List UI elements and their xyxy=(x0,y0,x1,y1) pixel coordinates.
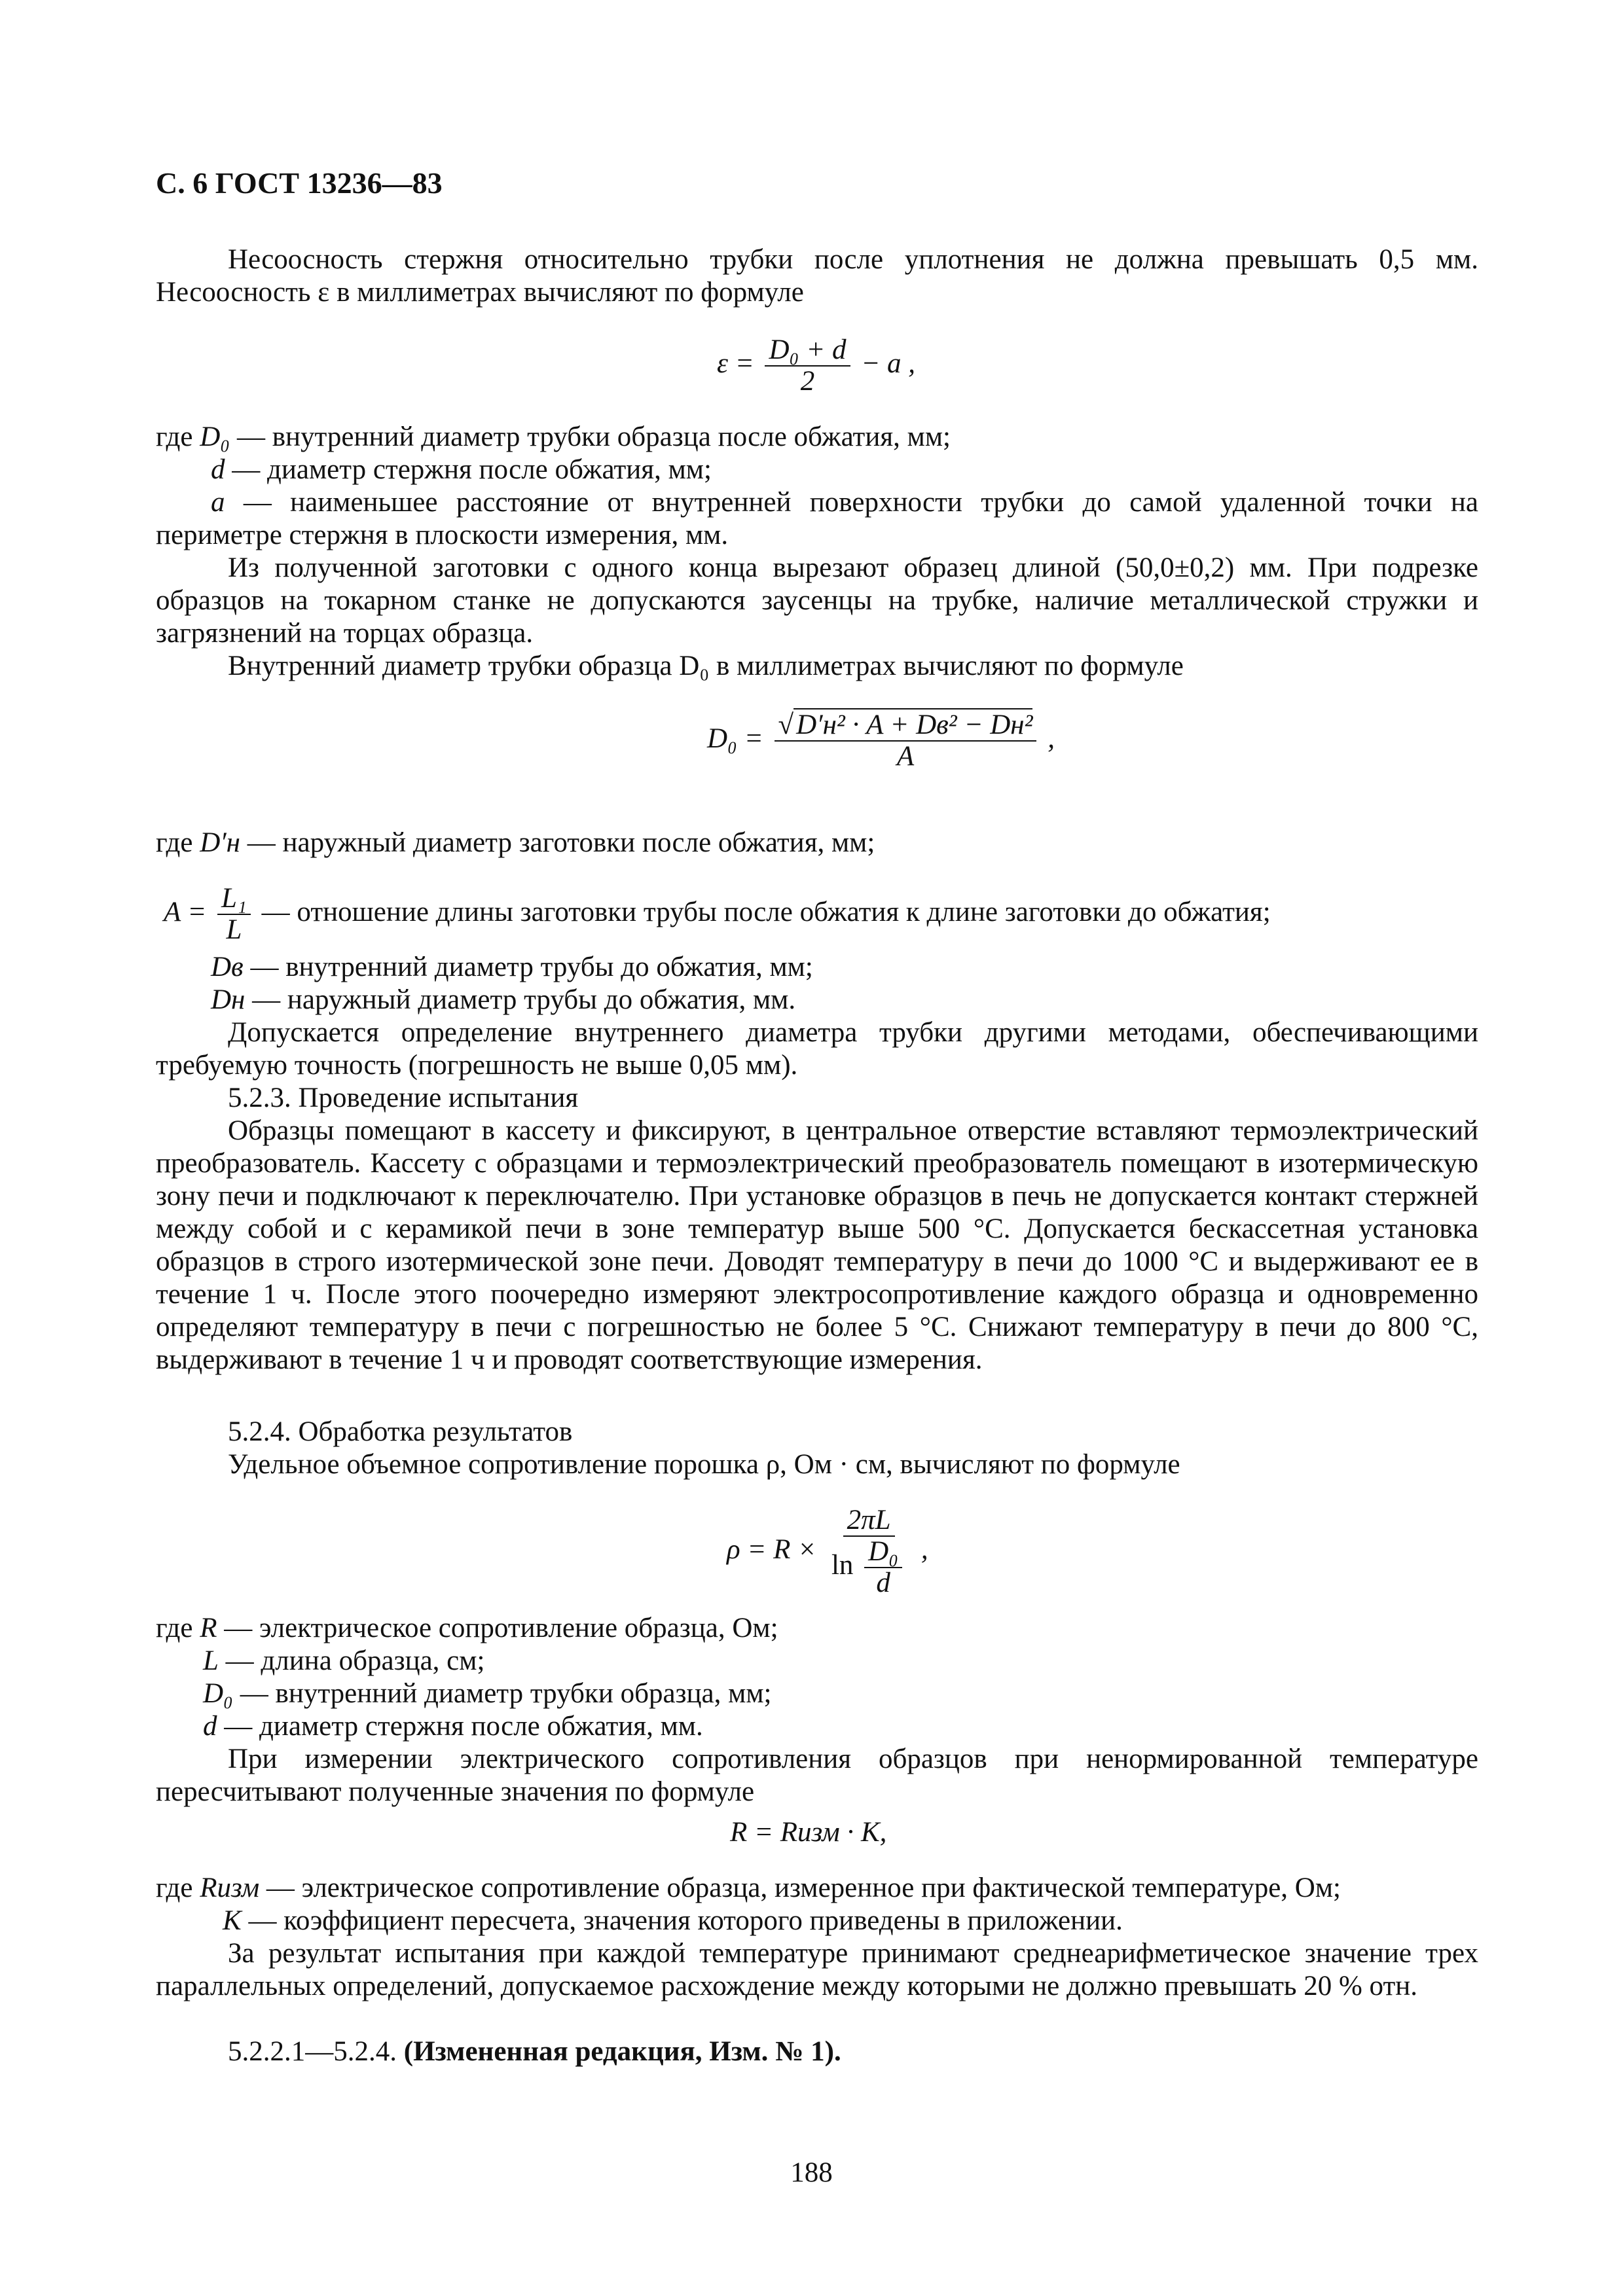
definition: — длина образца, см; xyxy=(225,1645,485,1676)
definition: — наружный диаметр заготовки после обжатия, мм; xyxy=(247,827,875,858)
formula-misalignment xyxy=(717,335,915,397)
definition: — внутренний диаметр трубки образца после обжатия, мм; xyxy=(236,422,951,452)
definition: — наружный диаметр трубы до обжатия, мм. xyxy=(252,984,796,1015)
definition: — диаметр стержня после обжатия, мм; xyxy=(232,454,712,485)
where-item-r xyxy=(156,1612,778,1645)
fraction-denominator: 2 xyxy=(800,366,815,397)
inner-numerator: D₀ xyxy=(864,1537,902,1568)
symbol: A = xyxy=(164,896,207,927)
definition: — электрическое сопротивление образца, Ом; xyxy=(224,1613,778,1643)
section-5-2-4-heading: 5.2.4. Обработка результатов xyxy=(228,1416,573,1447)
where-item-a xyxy=(211,486,1478,519)
formula-lhs: D₀ = xyxy=(707,723,763,754)
formula-lhs: ε = xyxy=(717,348,754,379)
symbol: Rизм xyxy=(200,1873,260,1903)
definition: — внутренний диаметр трубки образца, мм; xyxy=(240,1678,772,1709)
inner-fraction xyxy=(864,1537,902,1598)
symbol: d xyxy=(203,1711,217,1742)
formula-rhs: , xyxy=(921,1534,928,1565)
definition: — наименьшее расстояние от внутренней поверхности трубки до самой удаленной точки на xyxy=(243,487,1478,518)
symbol: Dн xyxy=(211,984,246,1015)
ln-label: ln xyxy=(831,1549,854,1581)
sqrt-radicand: D′н² · A + Dв² − Dн² xyxy=(793,708,1032,740)
where-item-k xyxy=(223,1905,1123,1937)
paragraph-resistivity-intro: Удельное объемное сопротивление порошка ρ, Ом · см, вычисляют по формуле xyxy=(228,1449,1180,1480)
where-label: где xyxy=(156,1613,193,1643)
formula-rhs: , xyxy=(1048,723,1055,754)
where-item-a-ratio xyxy=(164,884,1271,945)
fraction-denominator: A xyxy=(896,741,915,772)
paragraph-inner-diameter: Внутренний диаметр трубки образца D₀ в миллиметрах вычисляют по формуле xyxy=(228,651,1184,681)
symbol: K xyxy=(223,1905,242,1936)
symbol: d xyxy=(211,454,225,485)
symbol: L xyxy=(203,1645,219,1676)
symbol: Dв xyxy=(211,952,244,982)
amendment-range: 5.2.2.1—5.2.4. xyxy=(228,2036,404,2067)
paragraph-test-procedure: Образцы помещают в кассету и фиксируют, в центральное отверстие вставляют термоэлектрический преобразователь. Кассету с образцами и термоэлектрический преобразователь помещают в изотермическую зону печи и подключают к переключателю. При установке образцов в печь не допускается контакт стержней между собой и с керамикой печи в зоне температур выше 500 °С. Допускается бескассетная установка образцов в строго изотермической зоне печи. Доводят температуру в печи до 1000 °С и выдерживают ее в течение 1 ч. После этого поочередно измеряют электросопротивление каждого образца и одновременно определяют температуру в печи с погрешностью не более 5 °С. Снижают температуру в печи до 800 °С, выдерживают в течение 1 ч и проводят соответствующие измерения. xyxy=(156,1115,1478,1375)
where-label: где xyxy=(156,422,193,452)
fraction xyxy=(217,884,251,945)
symbol: D₀ xyxy=(200,422,230,452)
paragraph-other-methods: Допускается определение внутреннего диаметра трубки другими методами, обеспечивающими требуемую точность (погрешность не выше 0,05 мм). xyxy=(156,1017,1478,1081)
page-number: 188 xyxy=(790,2157,833,2188)
fraction-denominator xyxy=(828,1537,910,1598)
paragraph-misalignment-line2: Несоосность ε в миллиметрах вычисляют по формуле xyxy=(156,277,804,308)
where-item-dn xyxy=(211,984,795,1016)
where-item-dn-prime xyxy=(156,827,875,859)
paragraph-test-result: За результат испытания при каждой температуре принимают среднеарифметическое значение трех параллельных определений, допускаемое расхождение между которыми не должно превышать 20 % отн. xyxy=(156,1938,1478,2001)
paragraph-recalculation: При измерении электрического сопротивления образцов при ненормированной температуре пересчитывают полученные значения по формуле xyxy=(156,1744,1478,1807)
definition: — коэффициент пересчета, значения которого приведены в приложении. xyxy=(248,1905,1123,1936)
where-item-r-meas xyxy=(156,1872,1341,1905)
amendment-note xyxy=(228,2036,841,2068)
definition: — отношение длины заготовки трубы после обжатия к длине заготовки до обжатия; xyxy=(261,896,1271,927)
fraction xyxy=(765,335,850,397)
fraction-numerator: L₁ xyxy=(217,884,251,915)
section-5-2-3-heading: 5.2.3. Проведение испытания xyxy=(228,1083,579,1113)
formula-rhs: − a , xyxy=(861,348,916,379)
definition: — внутренний диаметр трубы до обжатия, мм; xyxy=(250,952,813,982)
symbol: a xyxy=(211,487,225,518)
fraction-numerator: √D′н² · A + Dв² − Dн² xyxy=(775,710,1037,742)
definition: — электрическое сопротивление образца, измеренное при фактической температуре, Ом; xyxy=(266,1873,1341,1903)
formula-resistivity xyxy=(727,1505,928,1598)
document-header: С. 6 ГОСТ 13236—83 xyxy=(156,166,443,200)
amendment-label: (Измененная редакция, Изм. № 1). xyxy=(403,2036,841,2067)
formula-inner-diameter xyxy=(707,710,1055,772)
formula-lhs: ρ = R × xyxy=(727,1534,817,1565)
where-item-dv xyxy=(211,951,813,984)
fraction-denominator: L xyxy=(226,914,242,945)
where-item-d-2 xyxy=(203,1710,703,1743)
where-label: где xyxy=(156,1873,193,1903)
where-item-d0-2 xyxy=(203,1677,772,1710)
fraction-numerator: 2πL xyxy=(843,1505,895,1537)
where-item-l xyxy=(203,1645,484,1677)
inner-denominator: d xyxy=(876,1568,890,1598)
fraction xyxy=(775,710,1037,772)
definition: — диаметр стержня после обжатия, мм. xyxy=(224,1711,703,1742)
symbol: R xyxy=(200,1613,217,1643)
paragraph-sample-cutting: Из полученной заготовки с одного конца вырезают образец длиной (50,0±0,2) мм. При подрезке образцов на токарном станке не допускаются заусенцы на трубке, наличие металлической стружки и загрязнений на торцах образца. xyxy=(156,552,1478,649)
symbol: D′н xyxy=(200,827,241,858)
fraction xyxy=(828,1505,910,1598)
symbol: D₀ xyxy=(203,1678,234,1709)
formula-recalculation: R = Rизм · K, xyxy=(730,1817,887,1848)
paragraph-misalignment-line1: Несоосность стержня относительно трубки после уплотнения не должна превышать 0,5 мм. xyxy=(228,244,1478,275)
where-item-a-continued: периметре стержня в плоскости измерения, мм. xyxy=(156,520,729,550)
where-item-d0 xyxy=(156,421,951,454)
fraction-numerator: D₀ + d xyxy=(765,335,850,367)
where-item-d xyxy=(211,454,712,486)
where-label: где xyxy=(156,827,193,858)
